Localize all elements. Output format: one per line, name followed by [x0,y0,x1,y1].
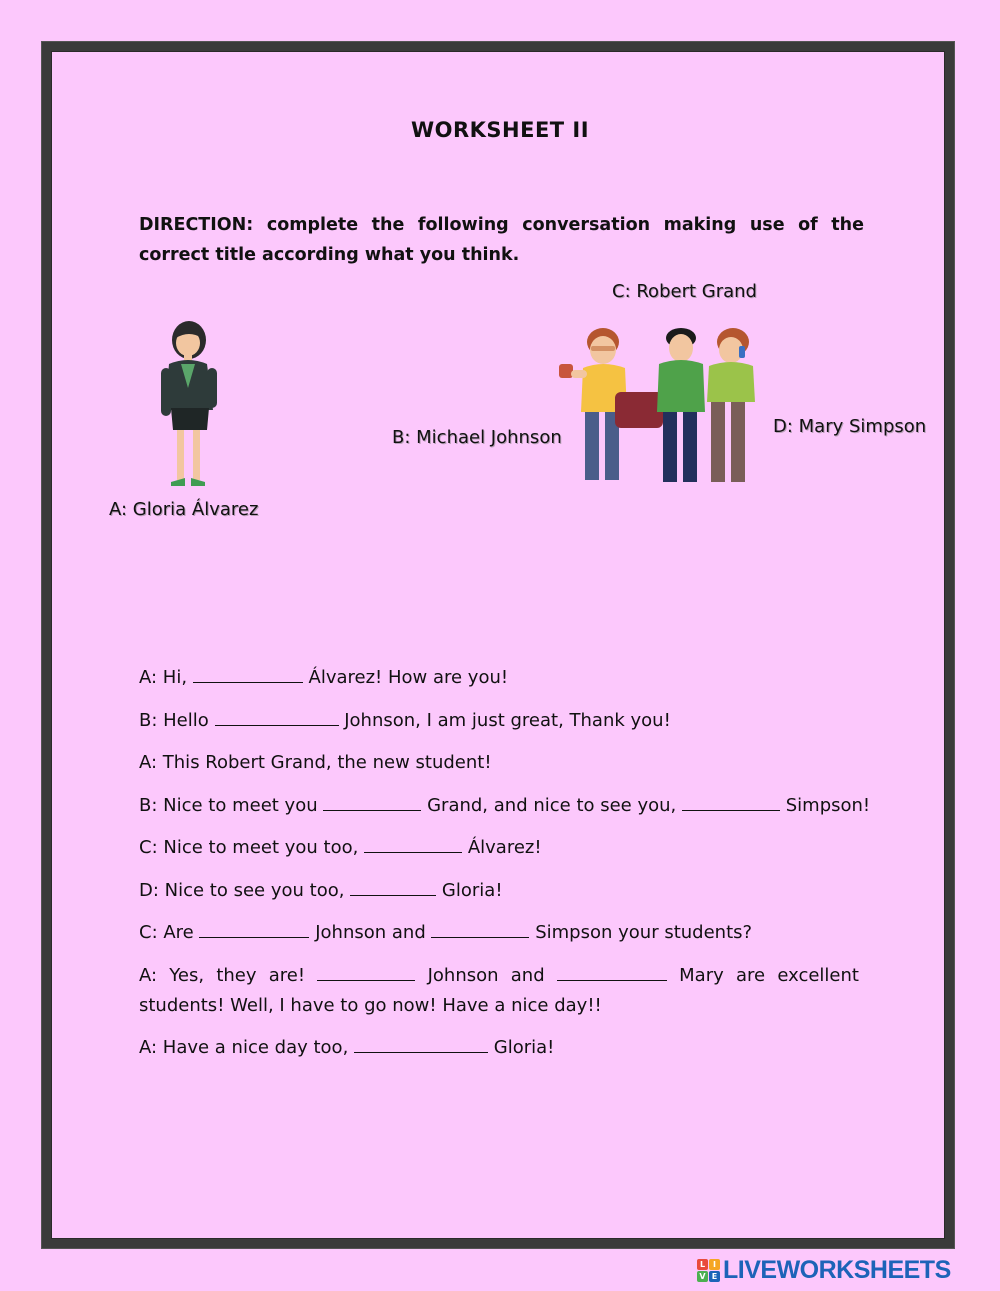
worksheet-title: WORKSHEET II [410,118,590,142]
dialogue-line [139,748,859,778]
dialogue-line [139,833,859,863]
dialogue-text: Álvarez! [467,837,542,858]
logo-letter: L [697,1259,708,1270]
dialogue-text: Grand, and nice to see you, [427,795,677,816]
dialogue-text: Gloria! [441,880,503,901]
blank-field[interactable] [317,962,415,981]
dialogue-line [139,1033,859,1063]
dialogue-text: C: Are [139,922,194,943]
dialogue-line [139,663,859,693]
dialogue-text: A: Yes, they are! [139,965,306,986]
dialogue-text: Álvarez! How are you! [308,667,509,688]
blank-field[interactable] [215,707,339,726]
blank-field[interactable] [199,919,309,938]
teacher-illustration [155,318,225,490]
liveworksheets-brand [697,1256,951,1284]
dialogue-text: C: Nice to meet you too, [139,837,359,858]
character-a-label: A: Gloria Álvarez [109,499,259,520]
dialogue-text: A: This Robert Grand, the new student! [139,752,492,773]
direction-text: DIRECTION: complete the following conversation making use of the correct title according what you think. [139,215,864,265]
dialogue-line [139,791,871,821]
dialogue-text: Simpson your students? [535,922,753,943]
liveworksheets-logo-icon [697,1259,720,1282]
character-c-label: C: Robert Grand [612,281,757,302]
dialogue-text: Johnson and [315,922,426,943]
blank-field[interactable] [364,834,462,853]
blank-field[interactable] [350,877,436,896]
blank-field[interactable] [557,962,667,981]
blank-field[interactable] [193,664,303,683]
dialogue-text: B: Nice to meet you [139,795,318,816]
brand-name: LIVEWORKSHEETS [723,1255,951,1284]
character-d-label: D: Mary Simpson [773,416,927,437]
logo-letter: E [709,1271,720,1282]
dialogue-line [139,918,859,948]
logo-letter: V [697,1271,708,1282]
dialogue-line [139,961,859,1021]
logo-letter: I [709,1259,720,1270]
dialogue-text: A: Hi, [139,667,188,688]
blank-field[interactable] [682,792,780,811]
dialogue-text: Simpson! [785,795,871,816]
blank-field[interactable] [354,1034,488,1053]
dialogue-text: D: Nice to see you too, [139,880,345,901]
dialogue-text: B: Hello [139,710,209,731]
dialogue-text: Johnson, I am just great, Thank you! [344,710,671,731]
dialogue-line [139,876,859,906]
dialogue-text: Gloria! [493,1037,555,1058]
dialogue-text: A: Have a nice day too, [139,1037,349,1058]
blank-field[interactable] [323,792,421,811]
dialogue-text: Mary are excellent students! Well, I have to go now! Have a nice day!! [139,965,859,1016]
character-b-label: B: Michael Johnson [392,427,562,448]
students-illustration [553,322,763,490]
dialogue-line [139,706,859,736]
blank-field[interactable] [431,919,529,938]
dialogue-text: Johnson and [427,965,545,986]
